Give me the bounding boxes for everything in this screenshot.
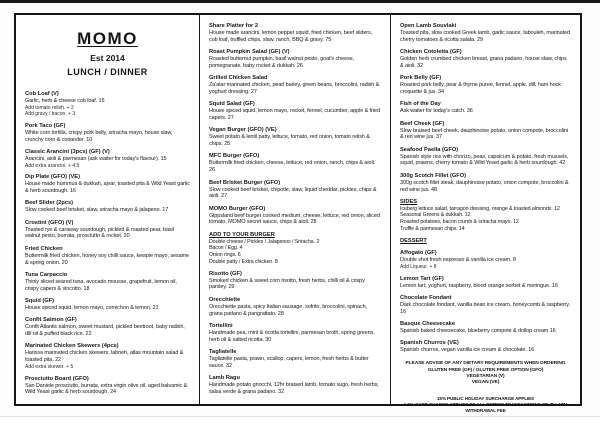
- menu-item-option-line: Seasonal Greens & dukkah. 12: [400, 212, 471, 219]
- menu-item: [209, 49, 381, 70]
- menu-item-title: Crostini (GFO) (V): [25, 219, 74, 226]
- footer-text-line: VEGAN (VE): [471, 380, 500, 386]
- menu-item: [25, 376, 190, 397]
- menu-item-title: DESSERT: [400, 237, 427, 244]
- menu-item-description: Spanish baked cheesecake, blueberry compote & dollop cream 16: [400, 328, 556, 335]
- menu-column-starters: [16, 15, 200, 404]
- menu-item: [400, 250, 571, 270]
- menu-item: [25, 298, 190, 312]
- menu-item: [209, 271, 381, 292]
- menu-item: [209, 153, 381, 174]
- menu-item-description: Smoked chicken & sweet corn risotto, fresh herbs, chilli oil & crispy parsley. 29: [209, 277, 365, 291]
- menu-column-mains: [200, 15, 391, 404]
- menu-item: [209, 349, 381, 370]
- menu-item-description: Lemon tart, yoghurt, raspberry, blood orange sorbet & meringue. 16: [400, 282, 558, 289]
- menu-item-description: Orecchiette pasta, spicy Italian sausage, sofrito, broccolini, spinach, grana padano & pangrattato. 28: [209, 303, 367, 317]
- menu-item-title: Risotto (GF): [209, 270, 242, 277]
- menu-item: [209, 232, 381, 265]
- menu-item-description: Slow cooked beef brisket, chipotle, slaw, liquid cheddar, pickles, chips & aioli. 27: [209, 186, 377, 200]
- menu-item-title: Tortellini: [209, 322, 233, 329]
- menu-item-description: 300g scotch fillet steak, dauphinoise potato, onion compote, broccolini & red wine jus. 48: [400, 179, 569, 193]
- menu-item-description: Spanish churros, vegan vanilla ice cream & chocolate. 16: [400, 347, 535, 354]
- menu-item-description: House made arancini, lemon pepper squid, fried chicken, beef sliders, cob loaf, truffled chips, slaw, ranch, BBQ & gravy. 75: [209, 30, 373, 43]
- menu-item-description: Gippsland beef burger cooked medium, cheese, lettuce, red onion, sliced tomato, MOMO secret sauce, chips & aioli. 28: [209, 212, 380, 226]
- menu-item-description: House spiced squid, lemon mayo, rocket, fennel, cucumber, apple & fried capers. 27: [209, 108, 380, 122]
- starters-item-list: [25, 91, 190, 396]
- menu-item-title: Lamb Ragu: [209, 375, 240, 381]
- menu-item-title: Fried Chicken: [25, 245, 63, 252]
- menu-item-title: Grilled Chicken Salad: [209, 75, 268, 82]
- restaurant-header: [25, 29, 190, 77]
- menu-item: [209, 375, 381, 396]
- menu-item-description: Buttermilk fried chicken, honey soy chilli sauce, kewpie mayo, sesame & spring onion. 20: [25, 252, 189, 266]
- menu-item-title: Basque Cheesecake: [400, 321, 456, 328]
- menu-item-title: Open Lamb Souvlaki: [400, 23, 457, 29]
- menu-item: [400, 340, 571, 354]
- menu-item: [400, 321, 571, 335]
- menu-item: [209, 180, 381, 201]
- menu-item-title: Share Platter for 2: [209, 23, 258, 29]
- menu-item-description: Toasted rye & caraway sourdough, pickled & roasted pear, basil walnut pesto, burrata, prosciutto & rocket. 20: [25, 226, 174, 240]
- menu-item-title: Prosciutto Board (GFO): [25, 375, 89, 382]
- menu-item-addon-line: Add Liqueur. + 8: [400, 264, 437, 271]
- menu-item-title: Beef Brisket Burger (GFO): [209, 179, 281, 186]
- menu-item-description: Slow cooked beef brisket, slaw, sriracha mayo & jalapeno. 17: [25, 207, 169, 214]
- menu-item: [25, 149, 190, 169]
- menu-item: [400, 121, 571, 142]
- menu-item: [209, 127, 381, 148]
- menu-item-description: Roasted pork belly, pear & thyme puree, fennel, apple, dill, ham hock croquette & jus. 34: [400, 82, 561, 95]
- menu-item-description: Sweet potato & lentil patty, lettuce, tomato, red onion, tomato relish & chips. 25: [209, 134, 370, 148]
- menu-item: [400, 199, 571, 232]
- menu-item-description: San Daniele prosciutto, burrata, extra virgin olive oil, aged balsamic & Wild Yeast garlic & herb sourdough. 24: [25, 382, 188, 396]
- menu-item-addon-line: Add extra arancini. + 4.5: [25, 162, 80, 169]
- menu-item-description: Double shot fresh espresso & vanilla ice cream. 8: [400, 257, 516, 264]
- menu-item-description: Thinly sliced seared tuna, avocado mousse, grapefruit, lemon oil, crispy capers & vincotto. 18: [25, 278, 177, 292]
- footer-text-line: GLUTEN FREE (GF) / GLUTEN FREE OPTION (GFO): [427, 367, 544, 373]
- menu-item-description: House spiced squid, lemon mayo, cornichon & lemon. 21: [25, 304, 159, 311]
- dietary-notice: [400, 361, 571, 387]
- menu-column-large-plates-dessert: [391, 15, 580, 413]
- menu-item-title: Pork Belly (GF): [400, 75, 442, 82]
- menu-item: [400, 49, 571, 70]
- menu-item-description: Roasted butternut pumpkin, basil walnut pesto, goat's cheese, pomegranate, baby rocket & dukkah. 26: [209, 56, 355, 69]
- menu-item-title: 300g Scotch Fillet (GFO): [400, 172, 467, 179]
- menu-item: [25, 272, 190, 293]
- menu-item-description: Golden herb crumbed chicken breast, grana padano, house slaw, chips & aioli. 32: [400, 56, 567, 69]
- menu-item-title: Pork Taco (GF): [25, 122, 66, 129]
- menu-item: [400, 238, 571, 245]
- menu-item-title: MOMO Burger (GFO): [209, 205, 266, 212]
- menu-item: [209, 23, 381, 44]
- menu-item-option-line: Roasted potatoes, bacon crumb & sriracha mayo. 12: [400, 219, 519, 226]
- menu-item: [25, 317, 190, 338]
- menu-item-title: ADD TO YOUR BURGER: [209, 231, 275, 238]
- menu-item-description: Dark chocolate fondant, vanilla bean ice cream, honeycomb & raspberry. 16: [400, 302, 570, 315]
- menu-item-description: Toasted pita, slow cooked Greek lamb, garlic sauce, tabouleh, marinated cherry tomatoes & ricotta salata. 29: [400, 30, 570, 43]
- menu-item-title: Roast Pumpkin Salad (GF) (V): [209, 49, 290, 56]
- menu-item-description: Spanish style rice with chorizo, peas, capsicum & potato, fresh mussels, squid, prawns, cherry tomato & Wild Yeast garlic & herb sourdough. 42: [400, 153, 569, 167]
- menu-item-description: Slow braised beef cheek, dauphinoise potato, onion compote, broccolini & red wine jus. 37: [400, 127, 568, 141]
- menu-item: [400, 295, 571, 316]
- menu-item-description: Ask waiter for today's catch. 36: [400, 108, 473, 115]
- menu-item: [25, 91, 190, 117]
- menu-item-description: Handmade potato gnocchi, 12hr braised lamb, tomato sugo, fresh herbs, salsa verde & grana padano. 32: [209, 382, 379, 395]
- menu-item-description: Confit Atlantic salmon, sweet mustard, pickled beetroot, baby radish, dill oil & puffed black rice. 22: [25, 324, 185, 338]
- menu-item-addon-line: Add tomato relish. + 2: [25, 104, 74, 111]
- menu-item-description: Arancini, aioli & parmesan (ask waiter for today's flavour). 15: [25, 155, 167, 162]
- menu-item-title: Orecchiette: [209, 296, 241, 303]
- menu-item-title: Beef Slider (2pcs): [25, 200, 74, 207]
- menu-item-title: SIDES: [400, 198, 418, 205]
- menu-item-title: Tagliatelle: [209, 348, 237, 355]
- menu-item-addon-line: Add gravy / bacon. + 3: [25, 111, 76, 117]
- menu-item: [209, 75, 381, 96]
- restaurant-name: MOMO: [77, 29, 138, 48]
- menu-item-title: Fish of the Day: [400, 101, 441, 108]
- menu-item-title: Squid Salad (GF): [209, 101, 255, 108]
- menu-item-title: Chocolate Fondant: [400, 295, 452, 302]
- menu-item-title: Spanish Churros (VE): [400, 340, 459, 347]
- menu-item: [400, 147, 571, 168]
- menu-item: [25, 123, 190, 144]
- menu-item-title: Confit Salmon (GF): [25, 317, 77, 324]
- top-border-line: [0, 0, 600, 3]
- menu-item-option-line: Bacon / Egg. 4: [209, 245, 243, 252]
- menu-item-description: Buttermilk fried chicken, cheese, lettuce, red onion, ranch, chips & aioli. 26: [209, 160, 376, 174]
- menu-item: [400, 276, 571, 290]
- menu-item: [209, 297, 381, 318]
- menu-item-title: Chicken Cotoletta (GF): [400, 49, 462, 56]
- menu-item: [25, 343, 190, 370]
- bottom-edge-line: [0, 416, 600, 417]
- established-year: Est 2014: [90, 53, 125, 63]
- menu-item-title: Dip Plate (GFO) (VE): [25, 174, 80, 181]
- menu-type-label: LUNCH / DINNER: [67, 67, 148, 77]
- menu-item-description: Garlic, herb & cheese cob loaf. 15: [25, 98, 105, 104]
- menu-item-addon-line: Add extra skewer. + 5: [25, 363, 74, 370]
- menu-footer: [400, 361, 571, 414]
- menu-item-title: Squid (GF): [25, 297, 55, 304]
- footer-text-line: VEGETARIAN (V): [466, 374, 505, 380]
- surcharge-notice: [400, 396, 571, 414]
- menu-item-description: White corn tortilla, crispy pork belly, sriracha mayo, house slaw, crunchy corn & coriander. 10: [25, 129, 173, 143]
- footer-text-line: 15% PUBLIC HOLIDAY SURCHARGE APPLIES: [436, 395, 535, 401]
- menu-item: [400, 23, 571, 44]
- menu-item-option-line: Double patty / Extra chicken. 8: [209, 258, 278, 265]
- large-plates-item-list: [400, 23, 571, 354]
- menu-item-title: MFC Burger (GFO): [209, 153, 260, 160]
- menu-item: [209, 101, 381, 122]
- menu-item-description: Handmade pea, mint & ricotta tortellini, parmesan broth, spring greens, herb oil & salted ricotta. 30: [209, 329, 375, 343]
- menu-item-title: Seafood Paella (GFO): [400, 146, 459, 153]
- footer-text-line: PLEASE ADVISE OF ANY DIETARY REQUIREMENTS WHEN ORDERING: [405, 361, 566, 367]
- menu-item: [209, 206, 381, 227]
- menu-item-description: Harissa marinated chicken skewers, labneh, atlas mountain salad & toasted pita. 22: [25, 350, 184, 364]
- menu-item-title: Tuna Carpaccio: [25, 271, 68, 278]
- menu-item-description: House made hummus & dukkah, ajvar, toasted pita & Wild Yeast garlic & herb sourdough. 16: [25, 181, 190, 195]
- menu-item-title: Marinated Chicken Skewers (4pcs): [25, 343, 119, 350]
- menu-item-description: Za'atar marinated chicken, pearl barley, green beans, broccolini, radish & yoghurt dressing. 27: [209, 82, 380, 95]
- footer-text-line: 1.5% CARD CHARGE APPLIES TO ALL EFTPOS TRANSACTIONS OR 75c ATM WITHDRAWAL FEE: [403, 401, 568, 413]
- menu-item-title: Lemon Tart (GF): [400, 275, 444, 282]
- menu-item-title: Vegan Burger (GFO) (VE): [209, 127, 277, 134]
- menu-item: [209, 323, 381, 344]
- menu-item: [25, 246, 190, 267]
- menu-page: [14, 13, 582, 413]
- menu-item-option-line: Truffle & parmesan chips. 14: [400, 225, 465, 232]
- menu-item-title: Beef Cheek (GF): [400, 120, 445, 127]
- menu-item-option-line: Iceberg lettuce salad, tarragon dressing, orange & toasted almonds. 12: [400, 205, 560, 212]
- menu-item-description: Tagliatelle pasta, prawn, scallop, capers, lemon, fresh herbs & butter sauce. 32: [209, 355, 369, 369]
- menu-item-title: Classic Arancini (3pcs) (GF) (V): [25, 148, 110, 155]
- menu-item-option-line: Onion rings. 6: [209, 251, 241, 258]
- menu-item: [400, 173, 571, 194]
- menu-item: [25, 200, 190, 214]
- menu-item-title: Affogato (GF): [400, 250, 437, 257]
- menu-item-title: Cob Loaf (V): [25, 91, 59, 97]
- menu-item: [400, 75, 571, 96]
- menu-item: [25, 220, 190, 241]
- menu-item-option-line: Double cheese / Pickles / Jalapenos / Sriracha. 2: [209, 238, 320, 245]
- menu-item: [400, 101, 571, 115]
- mains-item-list: [209, 23, 381, 396]
- menu-item: [25, 174, 190, 195]
